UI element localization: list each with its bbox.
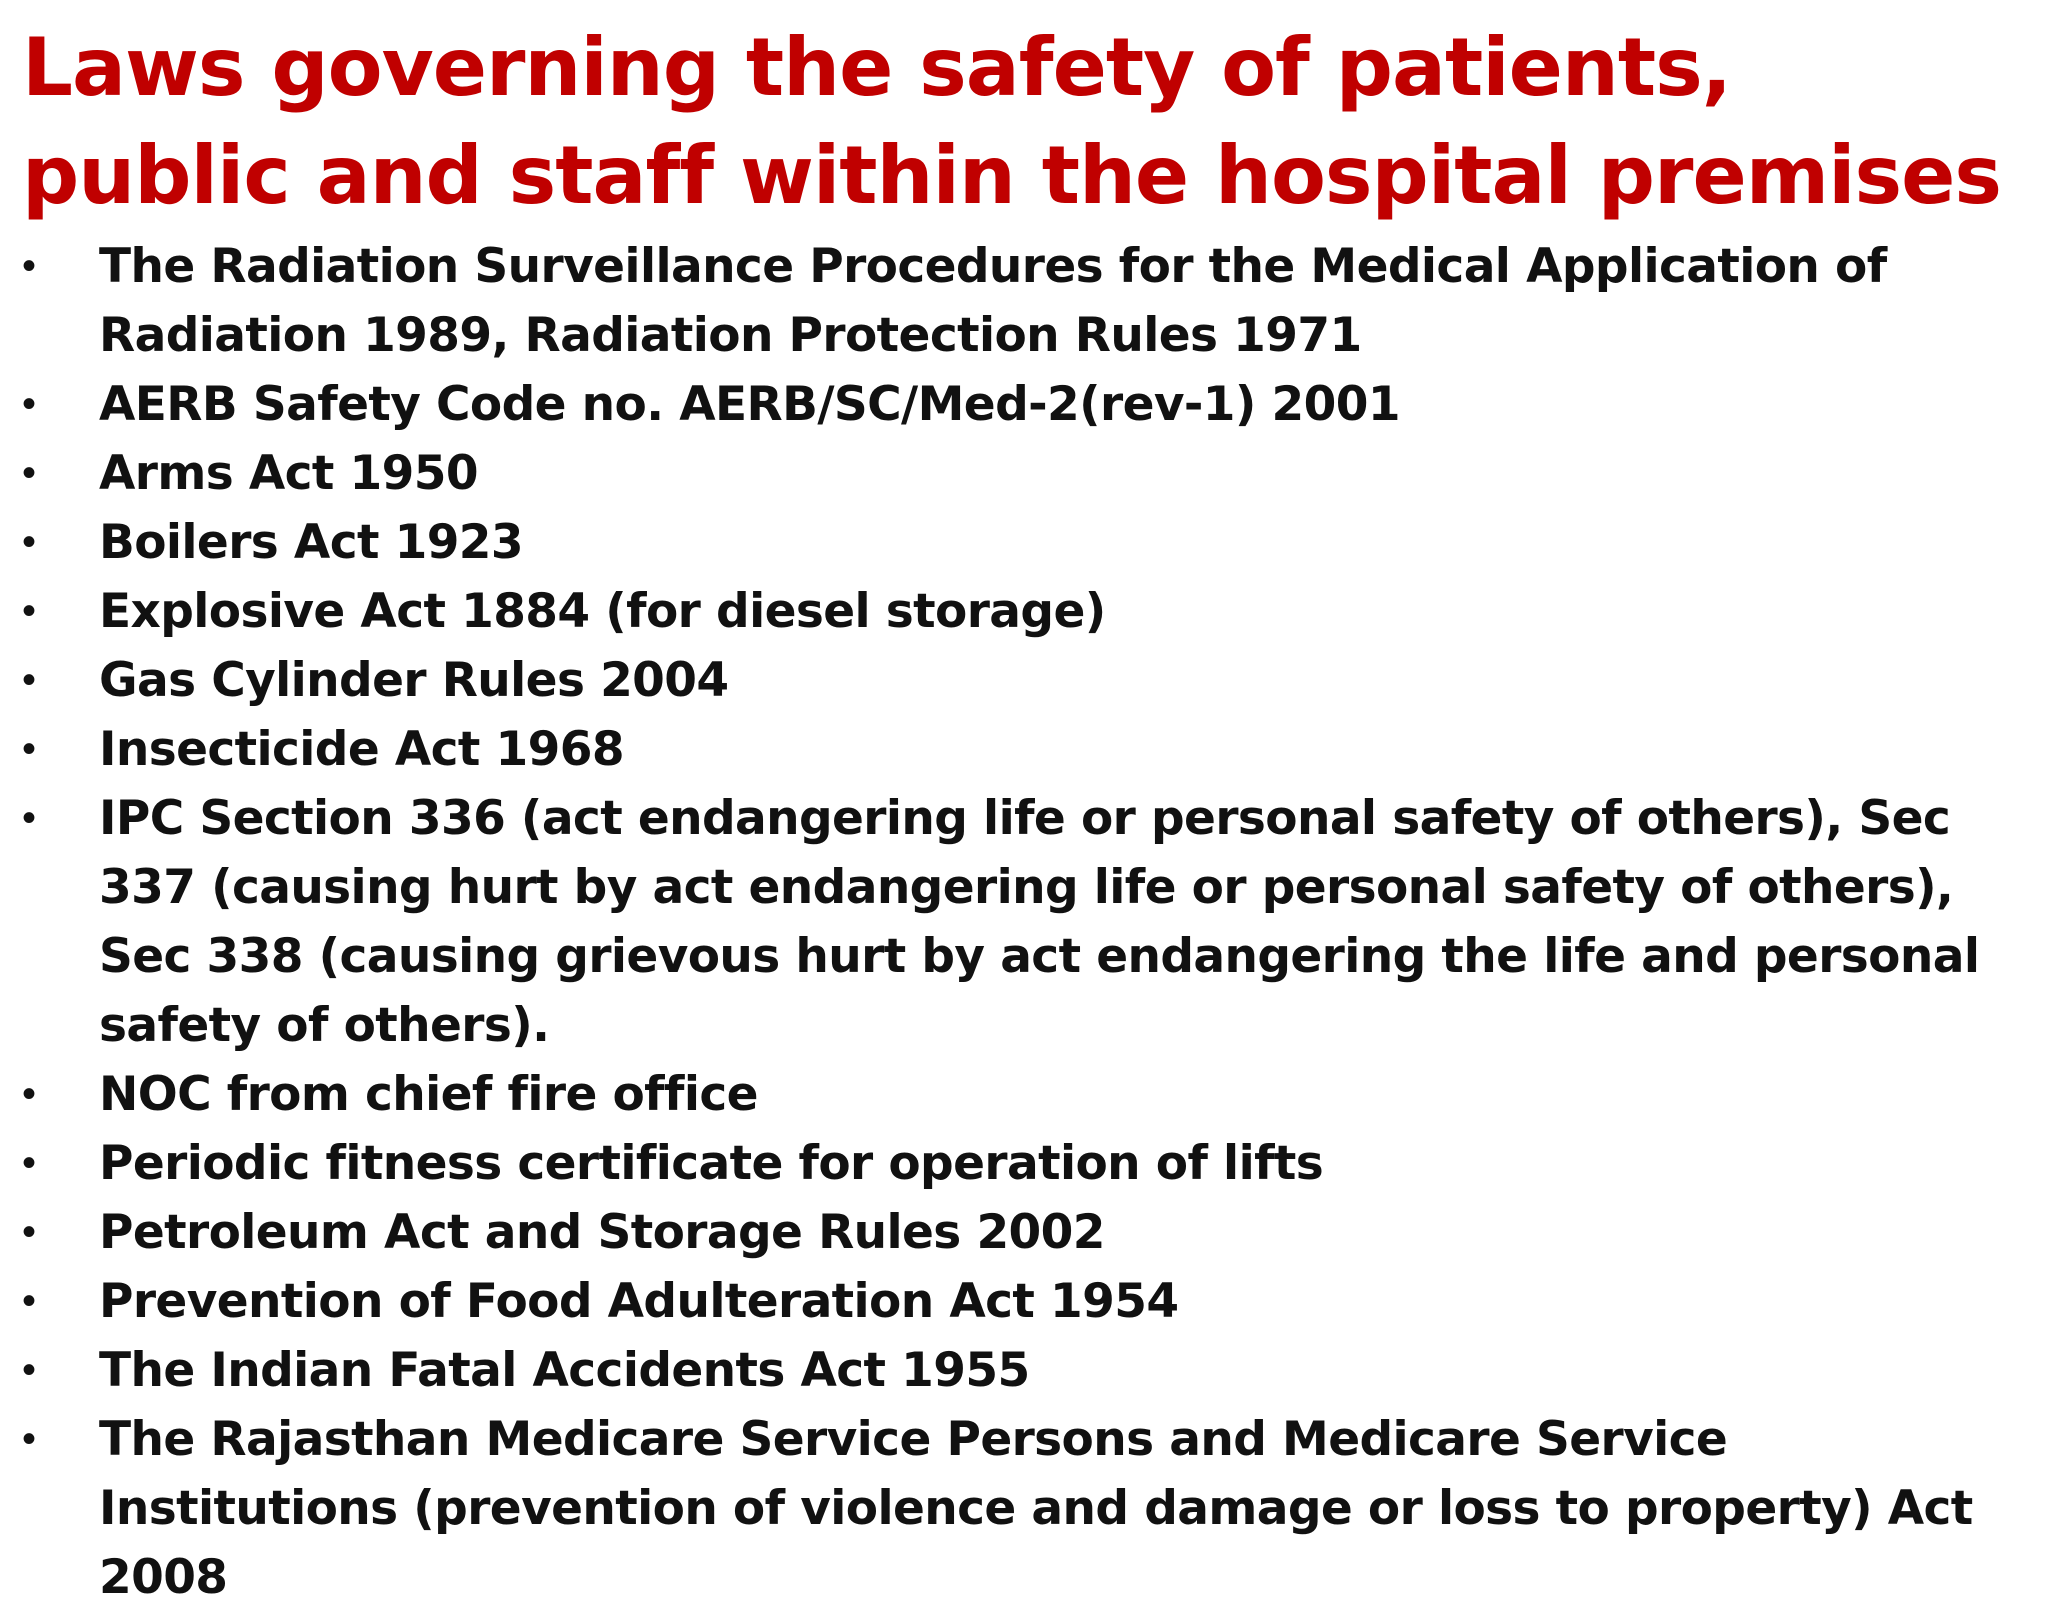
bullet-dot: •: [22, 727, 36, 771]
bullet-list: [22, 232, 2032, 1612]
list-item: [22, 715, 2032, 784]
bullet-dot: •: [22, 520, 36, 564]
list-item-text: Explosive Act 1884 (for diesel storage): [99, 584, 1106, 639]
bullet-dot: •: [22, 451, 36, 495]
list-item: [22, 508, 2032, 577]
list-item-text: Insecticide Act 1968: [99, 722, 624, 777]
slide-title: Laws governing the safety of patients, public and staff within the hospital premises: [22, 21, 2001, 222]
list-item-text: The Rajasthan Medicare Service Persons and Medicare Service Institutions (prevention of violence and damage or loss to property) Act 2008: [99, 1412, 1973, 1605]
list-item-text: Petroleum Act and Storage Rules 2002: [99, 1205, 1105, 1260]
list-item-text: AERB Safety Code no. AERB/SC/Med-2(rev-1) 2001: [99, 377, 1400, 432]
bullet-dot: •: [22, 589, 36, 633]
list-item-text: Gas Cylinder Rules 2004: [99, 653, 729, 708]
list-item-text: Periodic fitness certificate for operation of lifts: [99, 1136, 1324, 1191]
list-item: [22, 370, 2032, 439]
bullet-dot: •: [22, 1072, 36, 1116]
list-item: [22, 1336, 2032, 1405]
bullet-dot: •: [22, 1279, 36, 1323]
list-item-text: NOC from chief fire office: [99, 1067, 758, 1122]
bullet-dot: •: [22, 382, 36, 426]
list-item-text: Arms Act 1950: [99, 446, 478, 501]
bullet-dot: •: [22, 1210, 36, 1254]
list-item: [22, 646, 2032, 715]
list-item-text: The Radiation Surveillance Procedures for the Medical Application of Radiation 1989, Radiation Protection Rules 1971: [99, 239, 1887, 363]
list-item-text: The Indian Fatal Accidents Act 1955: [99, 1343, 1030, 1398]
list-item: [22, 1405, 2032, 1612]
bullet-dot: •: [22, 658, 36, 702]
list-item: [22, 1267, 2032, 1336]
bullet-dot: •: [22, 1348, 36, 1392]
list-item: [22, 1060, 2032, 1129]
bullet-dot: •: [22, 1417, 36, 1461]
bullet-dot: •: [22, 796, 36, 840]
list-item: [22, 1129, 2032, 1198]
list-item: [22, 577, 2032, 646]
list-item: [22, 1198, 2032, 1267]
list-item: [22, 439, 2032, 508]
list-item: [22, 232, 2032, 370]
list-item-text: Prevention of Food Adulteration Act 1954: [99, 1274, 1179, 1329]
list-item-text: Boilers Act 1923: [99, 515, 524, 570]
bullet-dot: •: [22, 1141, 36, 1185]
list-item: [22, 784, 2032, 1060]
list-item-text: IPC Section 336 (act endangering life or personal safety of others), Sec 337 (causing hurt by act endangering life or personal safety of others), Sec 338 (causing grievous hurt by act endangering the life and personal safety of others).: [99, 791, 1980, 1053]
bullet-dot: •: [22, 244, 36, 288]
